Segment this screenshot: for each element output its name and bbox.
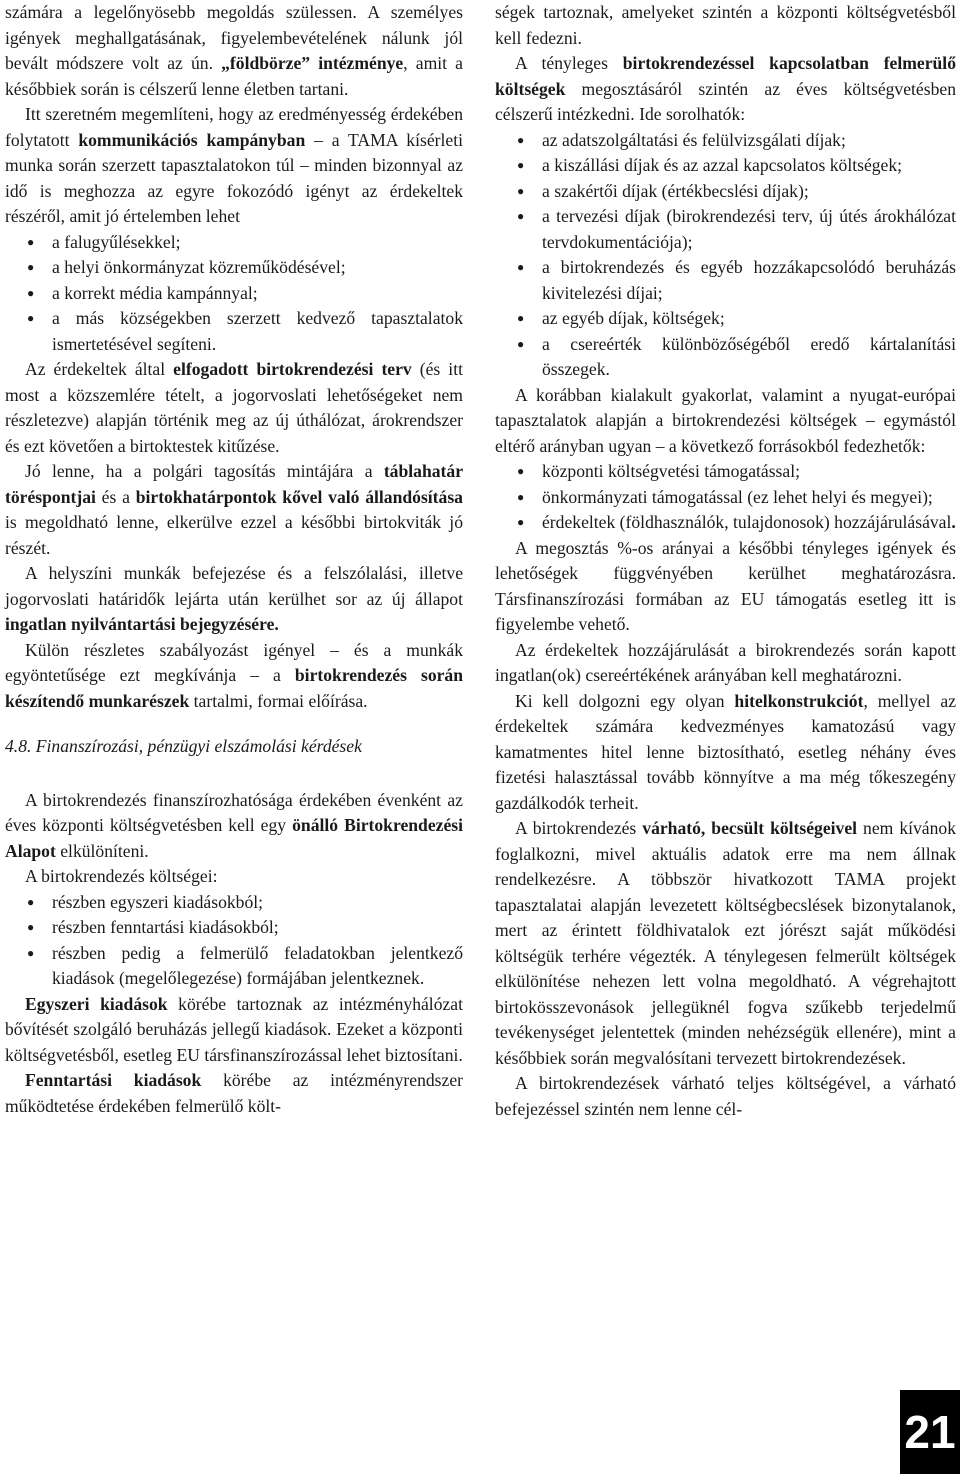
paragraph: A helyszíni munkák befejezése és a felszólalási, illetve jogorvoslati határidők lejárta után kerülhet sor az új állapot ingatlan nyilvántartási bejegyzésére. [5,563,463,634]
left-column [5,0,463,1119]
list-item: ● a birtokrendezés és egyéb hozzákapcsolódó beruházás kivitelezési díjai; [495,255,956,306]
paragraph: Ki kell dolgozni egy olyan hitelkonstrukciót, mellyel az érdekeltek számára kedvezményes kamatozású vagy kamatmentes hitel lenne biztosítható, esetleg néhány éves fizetési halasztással tovább könnyítve a ma még tőkeszegény gazdálkodók terheit. [495,690,957,813]
bullet-list [5,230,463,358]
list-item: ● a csereérték különbözőségéből eredő kártalanítási összegek. [495,332,956,383]
right-column [495,0,956,1122]
paragraph: Fenntartási kiadások körébe az intézményrendszer működtetése érdekében felmerülő költ- [5,1070,464,1116]
paragraph: A tényleges birtokrendezéssel kapcsolatban felmerülő költségek megosztásáról szintén az éves költségvetésben célszerű intézkedni. Ide sorolhatók: [495,53,956,124]
list-item: ● érdekeltek (földhasználók, tulajdonosok) hozzájárulásával. [495,510,956,536]
list-item: ● a tervezési díjak (birokrendezési terv, új útés árokhálózat tervdokumentációja); [495,204,956,255]
paragraph: számára a legelőnyösebb megoldás szülessen. A személyes igények meghallgatásának, figyelembevételének nálunk jól bevált módszere volt az ún. „földbörze” intézménye, amit a későbbiek során is célszerű lenne életben tartani. [5,2,463,99]
paragraph: Az érdekeltek által elfogadott birtokrendezési terv (és itt most a közszemlére tételt, a jogorvoslati lehetőségeket nem részletezve) alapján történik meg az új úthálózat, árokrendszer és ezt követően a birtoktestek kitűzése. [5,359,463,456]
list-item: ● önkormányzati támogatással (ez lehet helyi és megyei); [495,485,956,511]
list-item: ● központi költségvetési támogatással; [495,459,956,485]
paragraph: Az érdekeltek hozzájárulását a birokrendezés során kapott ingatlan(ok) csereértékének arányában kell meghatározni. [495,639,956,685]
paragraph: A birtokrendezés költségei: [25,866,218,886]
list-item: ● részben pedig a felmerülő feladatokban jelentkező kiadások (megelőlegezése) formájában jelentkeznek. [5,941,463,992]
list-item: ● részben fenntartási kiadásokból; [5,915,463,941]
paragraph: A korábban kialakult gyakorlat, valamint a nyugat-európai tapasztalatok alapján a birtokrendezési költségek – egymástól eltérő arányban ugyan – a következő forrásokból fedezhetők: [495,384,956,456]
list-item: ● a más községekben szerzett kedvező tapasztalatok ismertetésével segíteni. [5,306,463,357]
list-item: ● az adatszolgáltatási és felülvizsgálati díjak; [495,128,956,154]
paragraph: A birtokrendezés finanszírozhatósága érdekében évenként az éves központi költségvetésben kell egy önálló Birtokrendezési Alapot elkülöníteni. [5,789,463,861]
bullet-list [495,459,956,536]
paragraph: Külön részletes szabályozást igényel – és a munkák egyöntetűsége ezt megkívánja – a birtokrendezés során készítendő munkarészek tartalmi, formai előírása. [5,639,464,711]
paragraph: ségek tartoznak, amelyeket szintén a központi költségvetésből kell fedezni. [495,2,956,48]
section-title: 4.8. Finanszírozási, pénzügyi elszámolási kérdések [5,736,362,756]
list-item: ● a kiszállási díjak és az azzal kapcsolatos költségek; [495,153,956,179]
list-item: ● az egyéb díjak, költségek; [495,306,956,332]
list-item: ● a korrekt média kampánnyal; [5,281,463,307]
paragraph: A megosztás %-os arányai a későbbi tényleges igények és lehetőségek függvényében kerülhet meghatározásra. Társfinanszírozási formában az EU támogatás esetleg itt is figyelembe vehető. [495,537,956,634]
paragraph: Egyszeri kiadások körébe tartoznak az intézményhálózat bővítését szolgáló beruházás jellegű kiadások. Ezeket a központi költségvetésből, esetleg EU társfinanszírozással lehet biztosítani. [5,993,463,1065]
bullet-list [495,128,956,383]
paragraph: Jó lenne, ha a polgári tagosítás mintájára a táblahatár töréspontjai és a birtokhatárpontok kővel való állandósítása is megoldható lenne, elkerülve ezzel a későbbi birtokviták jó részét. [5,461,463,558]
list-item: ● részben egyszeri kiadásokból; [5,890,463,916]
list-item: ● a helyi önkormányzat közreműködésével; [5,255,463,281]
paragraph: A birtokrendezés várható, becsült költségeivel nem kívánok foglalkozni, mivel aktuális adatok erre ma nem állnak rendelkezésre. A többször hivatkozott TAMA projekt tapasztalatai alapján levezetett költségbecslések bizonytalanok, mert az érintett földhivatalok ezt jórészt saját működési költségük terhére végezték. A ténylegesen felmerült költségek elkülönítése nehezen lett volna megoldható. A végrehajtott birtokösszevonások jellegüknél fogva szűkebb terjedelmű tevékenységet jelentettek (minden nehézségük ellenére), mint a későbbiek során megvalósítani tervezett birtokrendezések. [495,818,957,1068]
paragraph: A birtokrendezések várható teljes költségével, a várható befejezéssel szintén nem lenne cél- [495,1073,956,1119]
list-item: ● a szakértői díjak (értékbecslési díjak); [495,179,956,205]
list-item: ● a falugyűlésekkel; [5,230,463,256]
bullet-list [5,890,463,992]
paragraph: Itt szeretném megemlíteni, hogy az eredményesség érdekében folytatott kommunikációs kampányban – a TAMA kísérleti munka során szerzett tapasztalatokon túl – minden bizonnyal az idő is meghozza az egyre fokozódó igényt az érdekeltek részéről, amit jó értelemben lehet [5,104,463,226]
page-number: 21 [900,1390,960,1474]
